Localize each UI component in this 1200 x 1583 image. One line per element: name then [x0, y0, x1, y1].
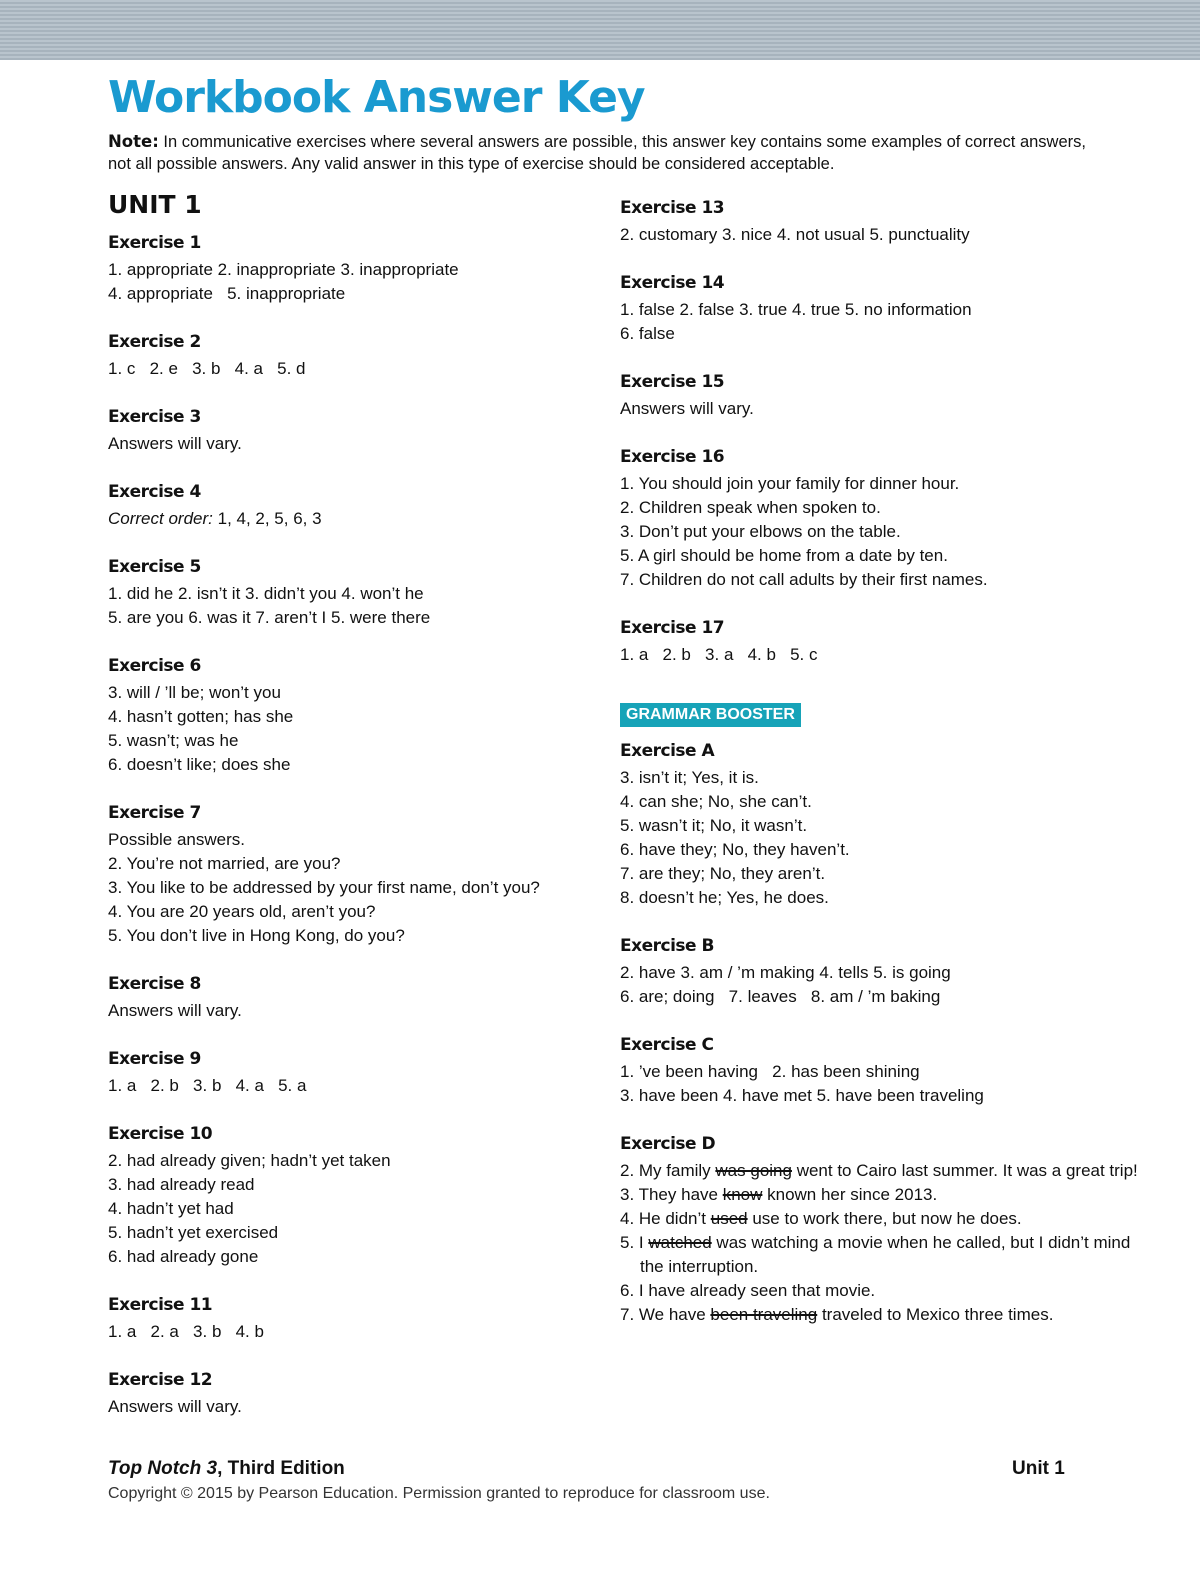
exercise-title: Exercise 3	[108, 407, 201, 427]
answer-text: 5. I	[620, 1233, 649, 1252]
answer-line: 5. You don’t live in Hong Kong, do you?	[108, 926, 405, 945]
exercise-title: Exercise 16	[620, 447, 725, 467]
answer-line: 5. are you 6. was it 7. aren’t I 5. were there	[108, 608, 431, 627]
exercise-title: Exercise 12	[108, 1370, 213, 1390]
answer-text: use to work there, but now he does.	[747, 1209, 1022, 1228]
answer-line: 4. appropriate 5. inappropriate	[108, 284, 346, 303]
struck-text: was going	[715, 1161, 792, 1180]
exercise-block	[620, 618, 1140, 667]
answer-line	[620, 1279, 1140, 1303]
exercise-title: Exercise B	[620, 936, 714, 956]
answer-line: 2. had already given; hadn’t yet taken	[108, 1151, 391, 1170]
exercise-block	[620, 273, 1140, 346]
answer-line: 5. wasn’t; was he	[108, 731, 239, 750]
answer-text: 1, 4, 2, 5, 6, 3	[217, 509, 322, 528]
answer-line: 7. Children do not call adults by their first names.	[620, 570, 988, 589]
answer-line: 1. a 2. b 3. a 4. b 5. c	[620, 645, 818, 664]
right-column	[620, 198, 1140, 1353]
exercise-block	[108, 407, 578, 456]
answer-text: went to Cairo last summer. It was a great trip!	[791, 1161, 1138, 1180]
exercise-block	[620, 1035, 1140, 1108]
answer-line: 6. had already gone	[108, 1247, 259, 1266]
answer-line	[620, 1231, 1140, 1279]
answer-line: 1. a 2. b 3. b 4. a 5. a	[108, 1076, 307, 1095]
answer-line: 1. You should join your family for dinner hour.	[620, 474, 960, 493]
exercise-block	[108, 1295, 578, 1344]
left-exercise-list	[108, 233, 578, 1419]
exercise-block	[108, 974, 578, 1023]
footer-unit: Unit 1	[1012, 1458, 1065, 1479]
exercise-title: Exercise D	[620, 1134, 716, 1154]
struck-text: been traveling	[710, 1305, 818, 1324]
note-paragraph	[108, 131, 1108, 175]
answer-line: 6. are; doing 7. leaves 8. am / ’m baking	[620, 987, 941, 1006]
answer-text: traveled to Mexico three times.	[817, 1305, 1054, 1324]
answer-text: 3. They have	[620, 1185, 723, 1204]
answer-text: 4. He didn’t	[620, 1209, 711, 1228]
exercise-block	[620, 936, 1140, 1009]
note-text: In communicative exercises where several answers are possible, this answer key contains some examples of correct answers, not all possible answers. Any valid answer in this type of exercise should be considered acceptable.	[108, 133, 1086, 173]
answer-text: known her since 2013.	[762, 1185, 938, 1204]
answer-line: 1. false 2. false 3. true 4. true 5. no information	[620, 300, 972, 319]
edition: , Third Edition	[217, 1458, 345, 1479]
answer-prefix: Correct order:	[108, 509, 213, 528]
exercise-block	[108, 656, 578, 777]
unit-heading: UNIT 1	[108, 190, 202, 219]
book-title: Top Notch 3	[108, 1458, 218, 1479]
struck-text: know	[722, 1185, 763, 1204]
page-title: Workbook Answer Key	[108, 72, 645, 123]
answer-text: 7. We have	[620, 1305, 711, 1324]
exercise-block	[620, 447, 1140, 592]
exercise-block	[108, 482, 578, 531]
answer-line	[620, 1207, 1140, 1231]
exercise-title: Exercise 11	[108, 1295, 213, 1315]
exercise-title: Exercise 5	[108, 557, 201, 577]
answer-line	[620, 1303, 1140, 1327]
answer-line: Answers will vary.	[620, 399, 754, 418]
exercise-block	[108, 332, 578, 381]
copyright-text: Copyright © 2015 by Pearson Education. Permission granted to reproduce for classroom use.	[108, 1485, 770, 1502]
answer-line: 1. c 2. e 3. b 4. a 5. d	[108, 359, 306, 378]
answer-line: 4. hasn’t gotten; has she	[108, 707, 294, 726]
answer-line: 4. can she; No, she can’t.	[620, 792, 812, 811]
exercise-block	[108, 1124, 578, 1269]
answer-line	[108, 507, 578, 531]
answer-line: 2. Children speak when spoken to.	[620, 498, 881, 517]
answer-line: 1. appropriate 2. inappropriate 3. inappropriate	[108, 260, 459, 279]
exercise-title: Exercise 2	[108, 332, 201, 352]
booster-exercise-list	[620, 741, 1140, 1108]
grammar-booster-badge: GRAMMAR BOOSTER	[620, 703, 801, 727]
exercise-title: Exercise 17	[620, 618, 725, 638]
footer-book-title	[108, 1458, 345, 1480]
exercise-title: Exercise 15	[620, 372, 725, 392]
answer-line: 7. are they; No, they aren’t.	[620, 864, 826, 883]
answer-text: was watching a movie when he called, but I didn’t mind the interruption.	[640, 1233, 1131, 1276]
answer-line: 3. will / ’ll be; won’t you	[108, 683, 281, 702]
answer-line: 4. hadn’t yet had	[108, 1199, 234, 1218]
exercise-d	[620, 1134, 1140, 1327]
header-banner	[0, 0, 1200, 60]
exercise-block	[108, 1049, 578, 1098]
exercise-block	[108, 803, 578, 948]
left-column	[108, 190, 578, 1445]
struck-text: used	[710, 1209, 748, 1228]
exercise-title: Exercise 6	[108, 656, 201, 676]
answer-line: Answers will vary.	[108, 1397, 242, 1416]
note-label: Note:	[108, 132, 159, 151]
answer-line: 3. You like to be addressed by your first name, don’t you?	[108, 878, 540, 897]
answer-line: 5. A girl should be home from a date by ten.	[620, 546, 948, 565]
exercise-title: Exercise 1	[108, 233, 201, 253]
exercise-title: Exercise 7	[108, 803, 201, 823]
answer-text: 6. I have already seen that movie.	[620, 1281, 876, 1300]
exercise-title: Exercise A	[620, 741, 715, 761]
answer-line: 3. Don’t put your elbows on the table.	[620, 522, 901, 541]
answer-line: 6. false	[620, 324, 675, 343]
exercise-title: Exercise 10	[108, 1124, 213, 1144]
exercise-title: Exercise 4	[108, 482, 201, 502]
answer-text: 2. My family	[620, 1161, 716, 1180]
struck-text: watched	[648, 1233, 712, 1252]
right-exercise-list	[620, 198, 1140, 667]
exercise-title: Exercise 9	[108, 1049, 201, 1069]
exercise-block	[108, 1370, 578, 1419]
answer-line: 6. doesn’t like; does she	[108, 755, 291, 774]
answer-line: 4. You are 20 years old, aren’t you?	[108, 902, 376, 921]
answer-line: Answers will vary.	[108, 1001, 242, 1020]
answer-line: 1. ’ve been having 2. has been shining	[620, 1062, 920, 1081]
answer-line: Possible answers.	[108, 830, 246, 849]
answer-line	[620, 1183, 1140, 1207]
exercise-block	[620, 372, 1140, 421]
exercise-d-items	[620, 1159, 1140, 1327]
answer-line: 3. have been 4. have met 5. have been traveling	[620, 1086, 984, 1105]
exercise-block	[620, 741, 1140, 910]
exercise-title: Exercise 14	[620, 273, 725, 293]
exercise-block	[108, 557, 578, 630]
exercise-title: Exercise 13	[620, 198, 725, 218]
answer-line: 3. had already read	[108, 1175, 255, 1194]
answer-line: 5. wasn’t it; No, it wasn’t.	[620, 816, 808, 835]
answer-line: 2. You’re not married, are you?	[108, 854, 341, 873]
answer-line: 8. doesn’t he; Yes, he does.	[620, 888, 829, 907]
exercise-block	[620, 198, 1140, 247]
answer-line: Answers will vary.	[108, 434, 242, 453]
exercise-title: Exercise C	[620, 1035, 714, 1055]
answer-line: 6. have they; No, they haven’t.	[620, 840, 850, 859]
answer-line	[620, 1159, 1140, 1183]
answer-line: 1. a 2. a 3. b 4. b	[108, 1322, 264, 1341]
exercise-title: Exercise 8	[108, 974, 201, 994]
exercise-block	[108, 233, 578, 306]
answer-line: 3. isn’t it; Yes, it is.	[620, 768, 759, 787]
answer-line: 1. did he 2. isn’t it 3. didn’t you 4. won’t he	[108, 584, 424, 603]
answer-line: 2. have 3. am / ’m making 4. tells 5. is going	[620, 963, 951, 982]
answer-line: 5. hadn’t yet exercised	[108, 1223, 279, 1242]
answer-line: 2. customary 3. nice 4. not usual 5. punctuality	[620, 225, 970, 244]
